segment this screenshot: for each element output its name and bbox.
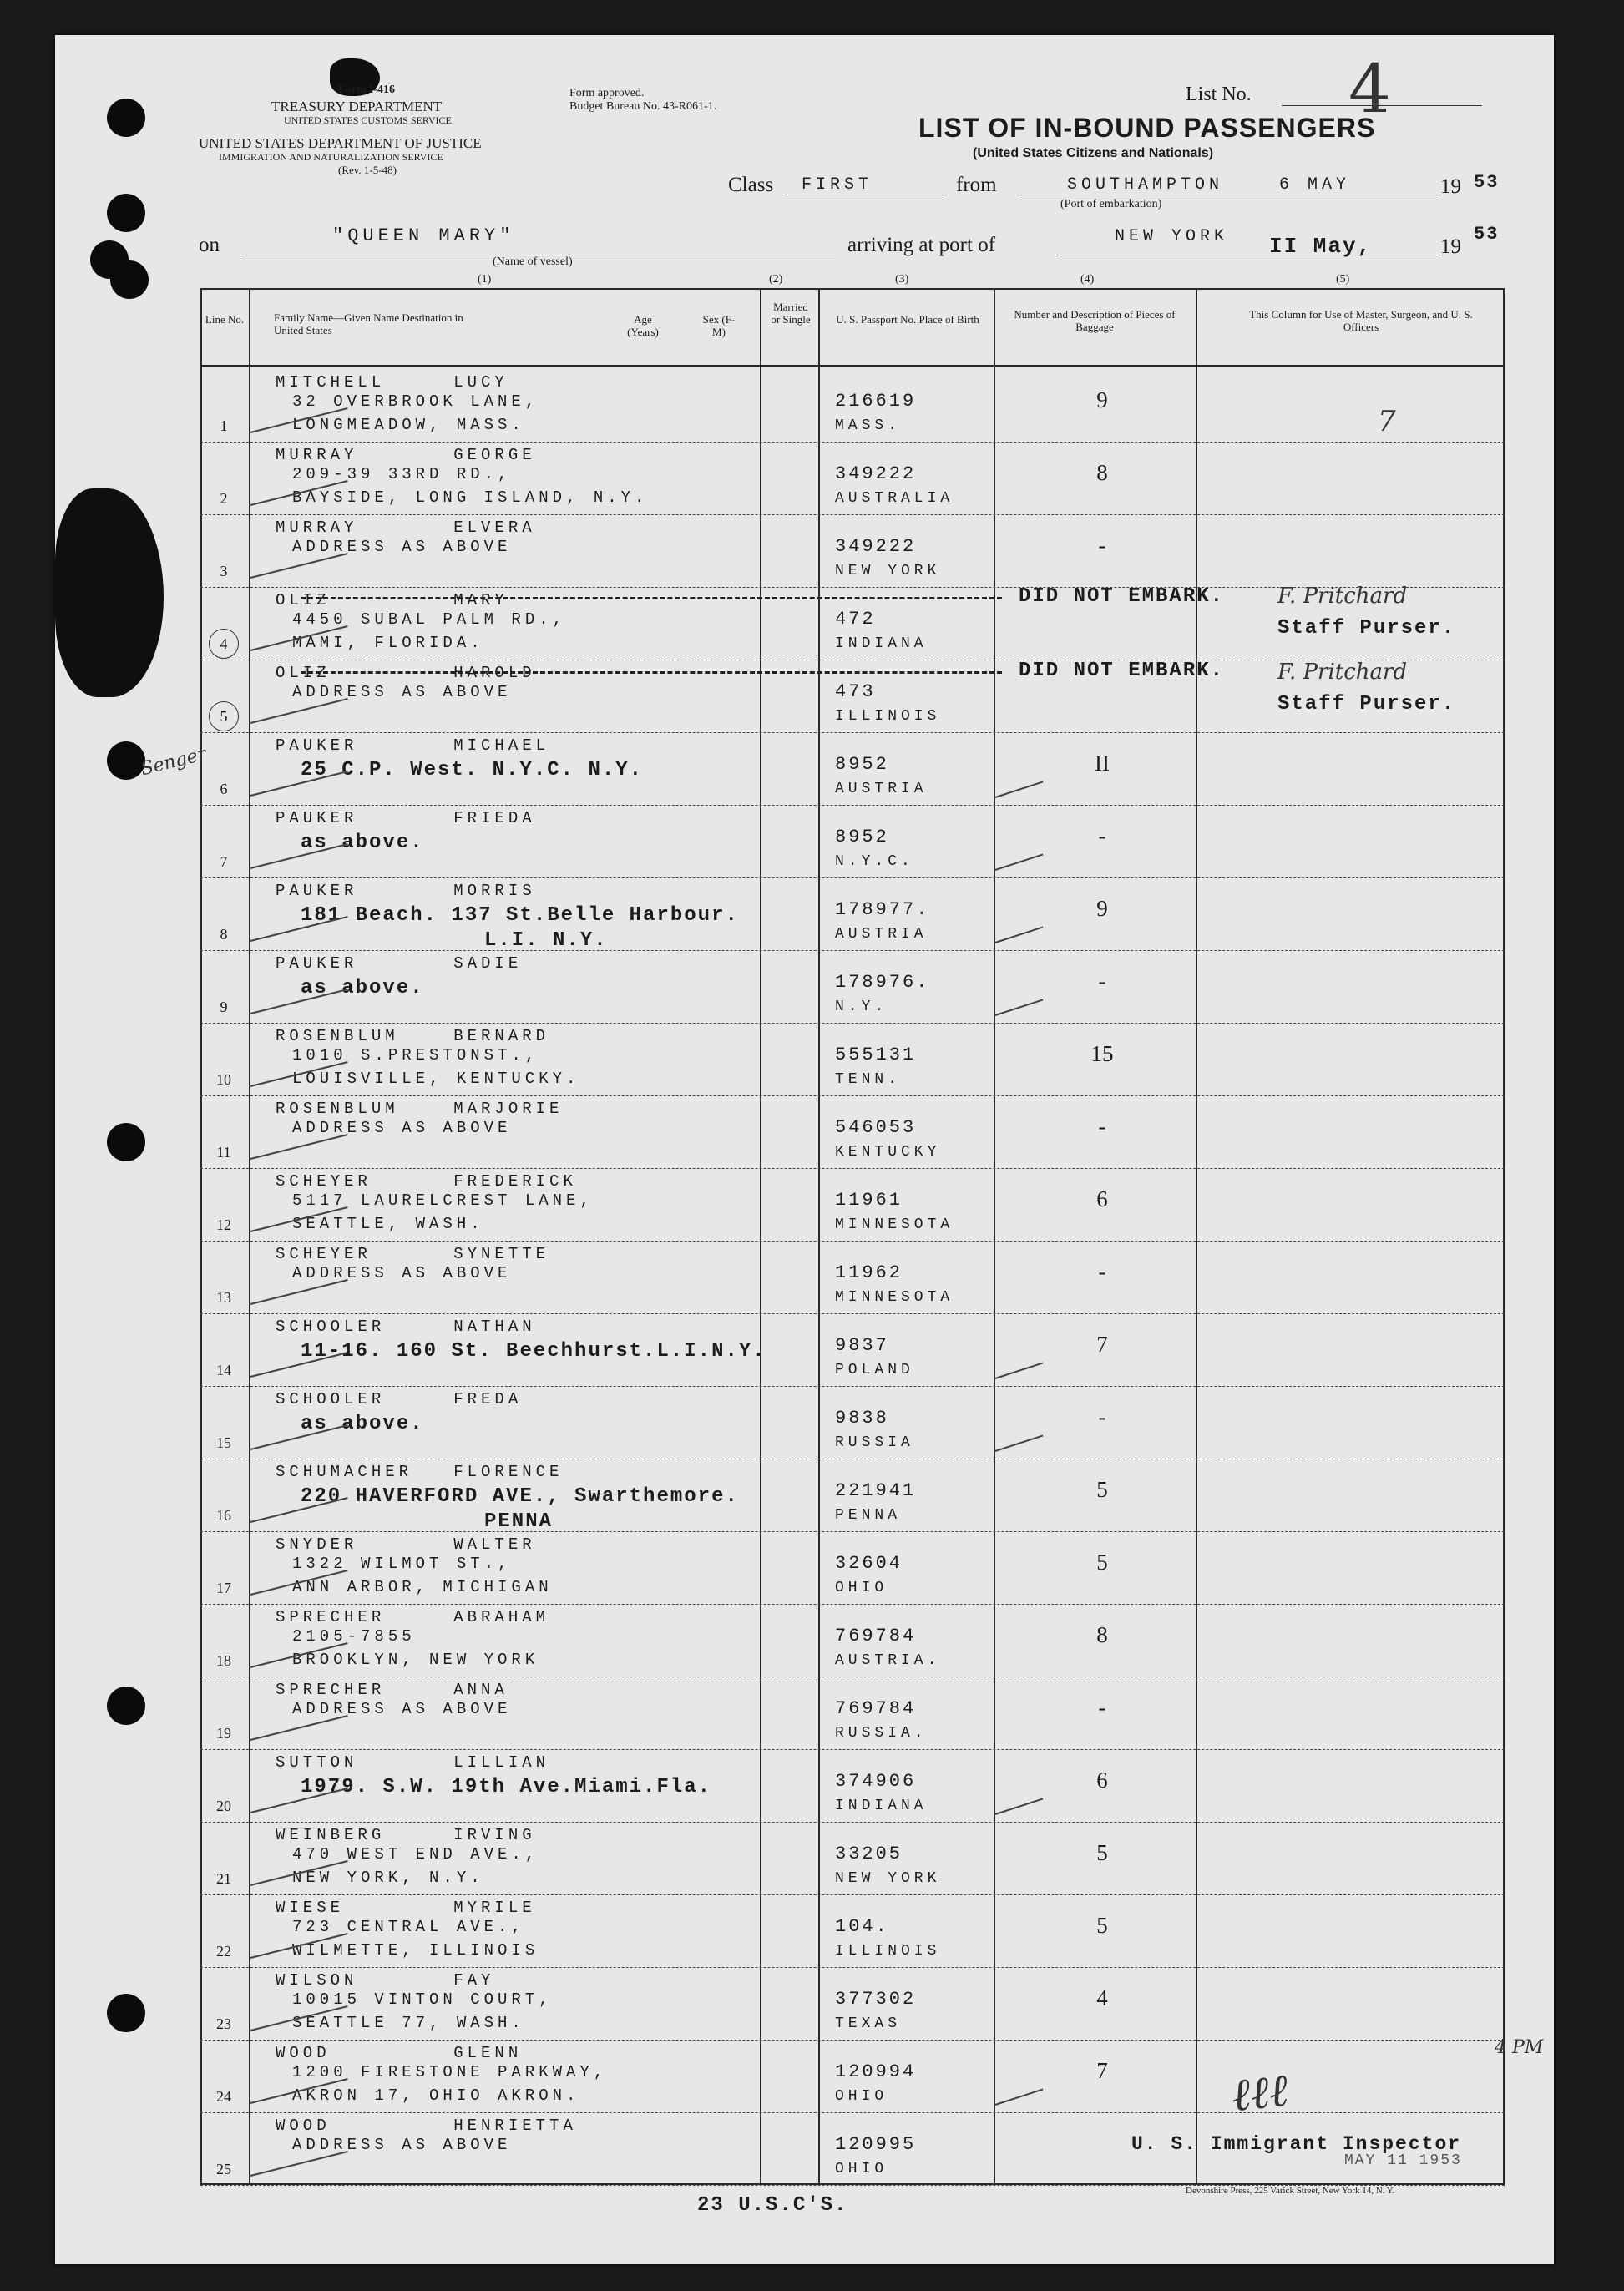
table-row <box>200 1168 1505 1241</box>
passenger-address: 181 Beach. 137 St.Belle Harbour. <box>301 904 739 927</box>
passenger-address-2: L.I. N.Y. <box>484 929 608 952</box>
passenger-address: as above. <box>301 1413 424 1435</box>
passport-number: 374906 <box>835 1771 917 1792</box>
passenger-address: 10015 VINTON COURT, <box>292 1990 553 2009</box>
col-num-2: (2) <box>769 273 783 286</box>
passport-number: 349222 <box>835 463 917 484</box>
place-of-birth: N.Y. <box>835 999 888 1015</box>
line-number: 23 <box>216 2015 231 2032</box>
punch-hole <box>107 1994 145 2032</box>
col-num-5: (5) <box>1336 273 1350 286</box>
revision: (Rev. 1-5-48) <box>338 164 397 176</box>
line-number: 22 <box>216 1943 231 1960</box>
place-of-birth: RUSSIA <box>835 1434 914 1451</box>
line-number: 5 <box>220 708 228 725</box>
header-officers: This Column for Use of Master, Surgeon, and U. S. Officers <box>1249 308 1473 333</box>
place-of-birth: INDIANA <box>835 635 928 652</box>
table-row <box>200 660 1505 732</box>
table-row <box>200 1386 1505 1459</box>
passenger-address: 11-16. 160 St. Beechhurst.L.I.N.Y. <box>301 1340 766 1363</box>
passenger-name: SCHEYER FREDERICK <box>276 1172 577 1191</box>
check-stroke <box>995 1435 1044 1452</box>
baggage-count: 7 <box>1096 1332 1108 1357</box>
baggage-count: 8 <box>1096 1622 1108 1647</box>
table-row <box>200 1023 1505 1095</box>
punch-hole <box>110 260 149 299</box>
margin-note: Senger <box>139 743 209 781</box>
passenger-address: 4450 SUBAL PALM RD., <box>292 610 567 629</box>
passenger-address-2: NEW YORK, N.Y. <box>292 1869 484 1887</box>
check-stroke <box>250 916 348 942</box>
line-number: 12 <box>216 1216 231 1233</box>
treasury-dept: TREASURY DEPARTMENT <box>271 99 443 114</box>
citizen-count: 23 U.S.C'S. <box>697 2194 848 2217</box>
passport-number: 32604 <box>835 1553 903 1574</box>
passenger-address: ADDRESS AS ABOVE <box>292 538 512 556</box>
line-number: 1 <box>220 417 228 434</box>
passenger-address: ADDRESS AS ABOVE <box>292 1700 512 1718</box>
check-stroke <box>250 989 348 1014</box>
port-embarkation-caption: (Port of embarkation) <box>1060 198 1162 210</box>
baggage-count: 6 <box>1096 1186 1108 1211</box>
table-row <box>200 1531 1505 1604</box>
passenger-address: ADDRESS AS ABOVE <box>292 1119 512 1137</box>
col-num-4: (4) <box>1080 273 1095 286</box>
punch-hole <box>107 1123 145 1161</box>
passenger-name: ROSENBLUM MARJORIE <box>276 1100 564 1118</box>
table-row <box>200 877 1505 950</box>
table-row <box>200 1095 1505 1168</box>
corner-note: 4 PM <box>1495 2037 1544 2058</box>
place-of-birth: NEW YORK <box>835 563 941 579</box>
line-number: 6 <box>220 781 228 797</box>
form-approved: Form approved. <box>569 87 645 99</box>
baggage-count: - <box>1098 1114 1106 1139</box>
passenger-address-2: MAMI, FLORIDA. <box>292 634 484 652</box>
table-row <box>200 950 1505 1023</box>
baggage-count: 5 <box>1096 1550 1108 1575</box>
passport-number: 9838 <box>835 1408 889 1429</box>
passenger-name: MURRAY GEORGE <box>276 446 536 464</box>
purser-signature: F. Pritchard <box>1277 660 1408 685</box>
header-name: Family Name—Given Name Destination in United States <box>274 311 463 336</box>
passenger-name: SPRECHER ANNA <box>276 1681 508 1699</box>
table-row <box>200 584 1505 660</box>
year-prefix-2: 19 <box>1440 235 1461 258</box>
table-row <box>200 732 1505 805</box>
passenger-name: PAUKER FRIEDA <box>276 809 536 827</box>
passenger-name: WILSON FAY <box>276 1971 495 1990</box>
baggage-count: 7 <box>1096 2058 1108 2083</box>
list-no-value: 4 <box>1348 50 1391 128</box>
year-prefix: 19 <box>1440 175 1461 198</box>
line-number: 15 <box>216 1434 231 1451</box>
baggage-count: - <box>1098 1259 1106 1284</box>
baggage-count: II <box>1095 751 1110 776</box>
place-of-birth: OHIO <box>835 1580 888 1596</box>
check-stroke <box>250 1352 348 1378</box>
passport-number: 377302 <box>835 1989 917 2010</box>
header-married: Married or Single <box>771 301 811 326</box>
form-number: Form I-416 <box>338 83 396 96</box>
from-year: 53 <box>1474 172 1500 193</box>
table-row <box>200 1894 1505 1967</box>
baggage-count: - <box>1098 533 1106 558</box>
check-stroke <box>995 1363 1044 1379</box>
passenger-name: WIESE MYRILE <box>276 1899 536 1917</box>
passenger-address: 723 CENTRAL AVE., <box>292 1918 525 1936</box>
baggage-count: 5 <box>1096 1913 1108 1938</box>
passenger-name: OLIZ MARY <box>276 591 508 609</box>
table-row <box>200 1313 1505 1386</box>
place-of-birth: KENTUCKY <box>835 1144 941 1161</box>
line-number: 19 <box>216 1725 231 1742</box>
place-of-birth: ILLINOIS <box>835 1943 941 1960</box>
baggage-count: 5 <box>1096 1477 1108 1502</box>
from-date: 6 MAY <box>1279 175 1351 195</box>
line-number: 21 <box>216 1870 231 1887</box>
punch-hole <box>107 194 145 232</box>
baggage-count: 8 <box>1096 460 1108 485</box>
passenger-name: PAUKER SADIE <box>276 954 523 973</box>
passenger-address: as above. <box>301 832 424 854</box>
table-row <box>200 1967 1505 2040</box>
purser-signature: F. Pritchard <box>1277 584 1408 609</box>
passport-number: 120994 <box>835 2061 917 2082</box>
passport-number: 8952 <box>835 754 889 775</box>
place-of-birth: TEXAS <box>835 2015 902 2032</box>
passenger-address: ADDRESS AS ABOVE <box>292 2136 512 2154</box>
passenger-table <box>200 288 1505 2185</box>
baggage-count: - <box>1098 823 1106 848</box>
inspector-label: U. S. Immigrant Inspector <box>1131 2133 1462 2155</box>
baggage-count: 5 <box>1096 1840 1108 1865</box>
passport-number: 769784 <box>835 1626 917 1646</box>
passenger-name: ROSENBLUM BERNARD <box>276 1027 550 1045</box>
place-of-birth: MASS. <box>835 417 902 434</box>
passport-number: 104. <box>835 1916 889 1937</box>
line-number: 13 <box>216 1289 231 1306</box>
list-no-label: List No. <box>1186 83 1252 105</box>
passenger-name: WEINBERG IRVING <box>276 1826 536 1844</box>
customs-service: UNITED STATES CUSTOMS SERVICE <box>284 114 452 126</box>
place-of-birth: OHIO <box>835 2088 888 2105</box>
baggage-count: - <box>1098 1695 1106 1720</box>
place-of-birth: RUSSIA. <box>835 1725 928 1742</box>
line-number: 8 <box>220 926 228 943</box>
passport-number: 120995 <box>835 2134 917 2155</box>
passenger-address: 220 HAVERFORD AVE., Swarthemore. <box>301 1485 739 1508</box>
strike-line <box>301 671 1002 674</box>
passenger-address: 1979. S.W. 19th Ave.Miami.Fla. <box>301 1776 712 1798</box>
place-of-birth: PENNA <box>835 1507 902 1524</box>
table-row <box>200 1822 1505 1894</box>
passport-number: 11962 <box>835 1262 903 1283</box>
passenger-address-2: SEATTLE, WASH. <box>292 1215 484 1233</box>
line-number: 16 <box>216 1507 231 1524</box>
passenger-address-2: AKRON 17, OHIO AKRON. <box>292 2086 580 2105</box>
staff-purser: Staff Purser. <box>1277 617 1456 640</box>
baggage-count: 9 <box>1096 387 1108 412</box>
baggage-count: - <box>1098 968 1106 994</box>
circled-line-number <box>209 629 239 659</box>
check-stroke <box>250 1497 348 1523</box>
arrival-year: 53 <box>1474 224 1500 245</box>
line-number: 9 <box>220 999 228 1015</box>
ins-service: IMMIGRATION AND NATURALIZATION SERVICE <box>219 151 443 163</box>
from-port: SOUTHAMPTON <box>1067 175 1224 195</box>
arriving-label: arriving at port of <box>847 234 996 256</box>
passport-number: 8952 <box>835 827 889 847</box>
passport-number: 33205 <box>835 1843 903 1864</box>
passenger-address: ADDRESS AS ABOVE <box>292 683 512 701</box>
check-stroke <box>250 1424 348 1450</box>
table-row <box>200 1241 1505 1313</box>
baggage-count: 4 <box>1096 1985 1108 2010</box>
passenger-address: 5117 LAURELCREST LANE, <box>292 1191 594 1210</box>
passport-number: 349222 <box>835 536 917 557</box>
passenger-address-2: ANN ARBOR, MICHIGAN <box>292 1578 553 1596</box>
passenger-address-2: BAYSIDE, LONG ISLAND, N.Y. <box>292 488 649 507</box>
check-stroke <box>250 1134 348 1160</box>
check-stroke <box>995 781 1044 798</box>
passport-number: 178976. <box>835 972 930 993</box>
passenger-name: SCHOOLER FREDA <box>276 1390 523 1408</box>
check-stroke <box>995 999 1044 1016</box>
line-number: 4 <box>220 635 228 652</box>
check-stroke <box>250 1279 348 1305</box>
passenger-address: 25 C.P. West. N.Y.C. N.Y. <box>301 759 644 781</box>
place-of-birth: ILLINOIS <box>835 708 941 725</box>
passenger-address: as above. <box>301 977 424 999</box>
line-number: 11 <box>216 1144 231 1161</box>
passenger-address-2: PENNA <box>484 1510 554 1533</box>
check-stroke <box>250 1715 348 1741</box>
passenger-address-2: SEATTLE 77, WASH. <box>292 2014 525 2032</box>
passenger-name: MURRAY ELVERA <box>276 518 536 537</box>
line-number: 2 <box>220 490 228 507</box>
check-stroke <box>995 1798 1044 1815</box>
line-number: 20 <box>216 1798 231 1814</box>
arrival-port: NEW YORK <box>1115 227 1229 246</box>
col-num-1: (1) <box>478 273 492 286</box>
vessel-name: "QUEEN MARY" <box>332 225 515 246</box>
page-title: LIST OF IN-BOUND PASSENGERS <box>918 113 1376 143</box>
passenger-name: WOOD HENRIETTA <box>276 2117 577 2135</box>
header-line-no: Line No. <box>205 313 245 326</box>
place-of-birth: TENN. <box>835 1071 902 1088</box>
punch-hole <box>107 99 145 137</box>
header-passport: U. S. Passport No. Place of Birth <box>836 313 979 326</box>
passenger-address: ADDRESS AS ABOVE <box>292 1264 512 1282</box>
did-not-embark: DID NOT EMBARK. <box>1019 585 1225 608</box>
table-row <box>200 805 1505 877</box>
place-of-birth: MINNESOTA <box>835 1289 954 1306</box>
circled-line-number <box>209 701 239 731</box>
place-of-birth: AUSTRIA. <box>835 1652 941 1669</box>
place-of-birth: AUSTRIA <box>835 781 928 797</box>
table-row <box>200 369 1505 442</box>
header-rule <box>200 365 1505 367</box>
table-row <box>200 1459 1505 1531</box>
table-row <box>200 1604 1505 1677</box>
inspector-signature: ℓℓℓ <box>1228 2063 1291 2122</box>
passenger-name: PAUKER MORRIS <box>276 882 536 900</box>
place-of-birth: AUSTRALIA <box>835 490 954 507</box>
passenger-address: 1322 WILMOT ST., <box>292 1555 512 1573</box>
place-of-birth: MINNESOTA <box>835 1216 954 1233</box>
justice-dept: UNITED STATES DEPARTMENT OF JUSTICE <box>199 135 482 151</box>
received-stamp: MAY 11 1953 <box>1344 2152 1462 2169</box>
on-label: on <box>199 234 220 256</box>
check-stroke <box>250 1788 348 1813</box>
check-stroke <box>250 771 348 797</box>
check-stroke <box>250 553 348 579</box>
passenger-name: SUTTON LILLIAN <box>276 1753 550 1772</box>
passenger-name: PAUKER MICHAEL <box>276 736 550 755</box>
passport-number: 9837 <box>835 1335 889 1356</box>
passport-number: 769784 <box>835 1698 917 1719</box>
budget-bureau: Budget Bureau No. 43-R061-1. <box>569 100 717 113</box>
officer-check-mark: 7 <box>1378 405 1396 438</box>
col-num-3: (3) <box>895 273 909 286</box>
place-of-birth: OHIO <box>835 2161 888 2177</box>
passport-number: 178977. <box>835 899 930 920</box>
staff-purser: Staff Purser. <box>1277 693 1456 716</box>
passport-number: 221941 <box>835 1480 917 1501</box>
punch-hole <box>107 1687 145 1725</box>
passenger-name: SPRECHER ABRAHAM <box>276 1608 550 1626</box>
line-number: 24 <box>216 2088 231 2105</box>
header-age: Age (Years) <box>627 313 659 338</box>
passport-number: 555131 <box>835 1044 917 1065</box>
passenger-address-2: BROOKLYN, NEW YORK <box>292 1651 539 1669</box>
page-subtitle: (United States Citizens and Nationals) <box>973 146 1214 160</box>
passport-number: 472 <box>835 609 876 630</box>
passenger-name: SCHEYER SYNETTE <box>276 1245 550 1263</box>
place-of-birth: AUSTRIA <box>835 926 928 943</box>
baggage-count: - <box>1098 1404 1106 1429</box>
vessel-caption: (Name of vessel) <box>493 255 573 268</box>
did-not-embark: DID NOT EMBARK. <box>1019 660 1225 682</box>
arrival-date: II May, <box>1269 234 1373 259</box>
passport-number: 216619 <box>835 391 917 412</box>
line-number: 14 <box>216 1362 231 1378</box>
check-stroke <box>250 2151 348 2177</box>
passenger-name: OLIZ HAROLD <box>276 664 536 682</box>
header-baggage: Number and Description of Pieces of Baggage <box>1014 308 1176 333</box>
passenger-name: WOOD GLENN <box>276 2044 523 2062</box>
passenger-name: SCHOOLER NATHAN <box>276 1317 536 1336</box>
printer-credit: Devonshire Press, 225 Varick Street, New York 14, N. Y. <box>1186 2186 1395 2196</box>
passenger-name: SCHUMACHER FLORENCE <box>276 1463 564 1481</box>
strike-line <box>301 597 1002 599</box>
passenger-name: MITCHELL LUCY <box>276 373 508 392</box>
line-number: 17 <box>216 1580 231 1596</box>
line-number: 3 <box>220 563 228 579</box>
place-of-birth: N.Y.C. <box>835 853 914 870</box>
passenger-address: 470 WEST END AVE., <box>292 1845 539 1864</box>
baggage-count: 9 <box>1096 896 1108 921</box>
line-number: 7 <box>220 853 228 870</box>
class-label: Class <box>728 174 774 196</box>
line-number: 25 <box>216 2161 231 2177</box>
passenger-address: 1200 FIRESTONE PARKWAY, <box>292 2063 608 2081</box>
passport-number: 546053 <box>835 1117 917 1138</box>
passenger-address: 209-39 33RD RD., <box>292 465 512 483</box>
passenger-address: 32 OVERBROOK LANE, <box>292 392 539 411</box>
line-number: 10 <box>216 1071 231 1088</box>
table-row <box>200 2040 1505 2112</box>
class-value: FIRST <box>802 175 873 195</box>
place-of-birth: INDIANA <box>835 1798 928 1814</box>
passport-number: 11961 <box>835 1190 903 1211</box>
baggage-count: 15 <box>1090 1041 1114 1066</box>
passenger-address-2: WILMETTE, ILLINOIS <box>292 1941 539 1960</box>
baggage-count: 6 <box>1096 1768 1108 1793</box>
check-stroke <box>250 698 348 724</box>
passenger-address: 2105-7855 <box>292 1627 416 1646</box>
check-stroke <box>995 2089 1044 2106</box>
from-label: from <box>956 174 997 196</box>
passenger-address: 1010 S.PRESTONST., <box>292 1046 539 1065</box>
line-number: 18 <box>216 1652 231 1669</box>
check-stroke <box>995 927 1044 943</box>
place-of-birth: NEW YORK <box>835 1870 941 1887</box>
passenger-address-2: LONGMEADOW, MASS. <box>292 416 525 434</box>
table-row <box>200 1677 1505 1749</box>
table-row <box>200 514 1505 587</box>
table-row <box>200 442 1505 514</box>
passenger-name: SNYDER WALTER <box>276 1535 536 1554</box>
passport-number: 473 <box>835 681 876 702</box>
check-stroke <box>995 854 1044 871</box>
table-row <box>200 1749 1505 1822</box>
passenger-address-2: LOUISVILLE, KENTUCKY. <box>292 1070 580 1088</box>
header-sex: Sex (F-M) <box>702 313 736 338</box>
place-of-birth: POLAND <box>835 1362 914 1378</box>
check-stroke <box>250 843 348 869</box>
